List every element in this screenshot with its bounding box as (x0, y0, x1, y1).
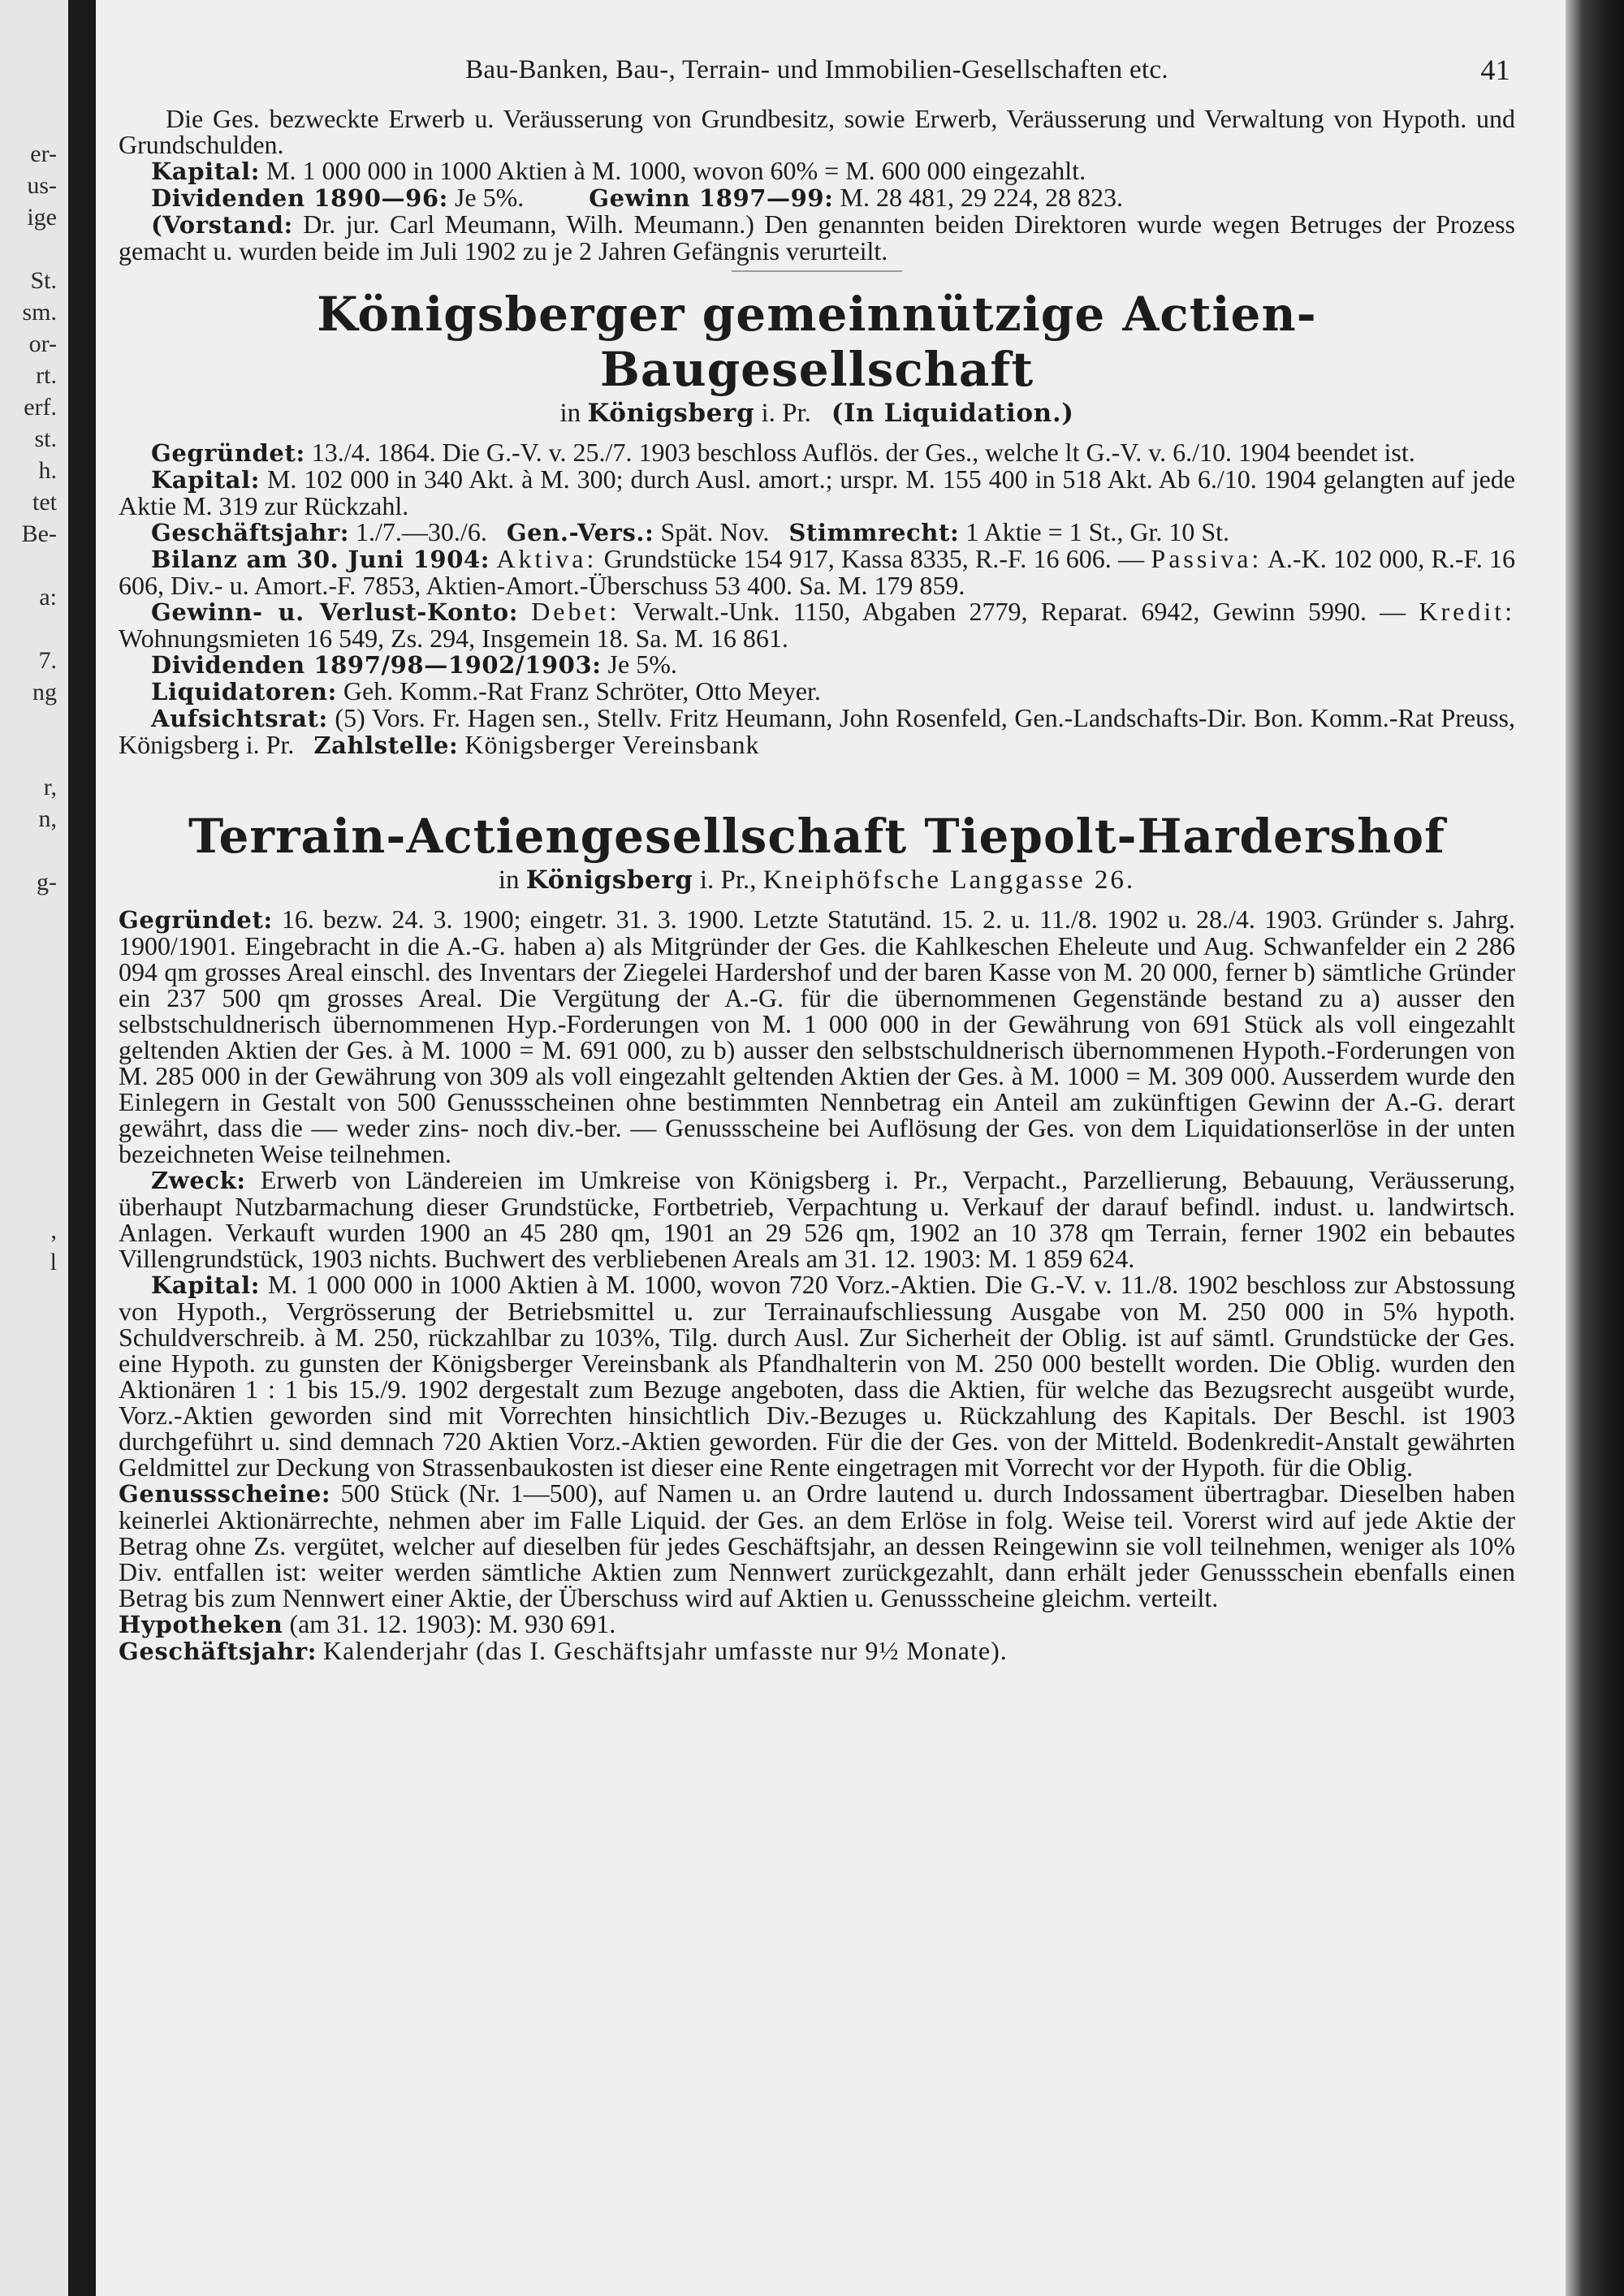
c1-gewinn-verlust: Gewinn- u. Verlust-Konto: Debet: Verwalt.-Unk. 1150, Abgaben 2779, Reparat. 6942, Gewinn 5990. — Kredit: Wohnungsmieten 16 549, Zs. 294, Insgemein 18. Sa. M. 16 861. (119, 597, 1516, 653)
book-page (96, 0, 1566, 2296)
facing-page-fragment (0, 1405, 57, 1436)
facing-page-fragment: g- (37, 869, 57, 896)
running-head (119, 54, 1515, 106)
facing-page-text-fragments (0, 138, 57, 1436)
facing-page-fragment: erf. (24, 394, 57, 421)
facing-page-fragment: er- (30, 140, 57, 167)
facing-page-fragment: 7. (38, 647, 57, 674)
facing-page-fragment: Be- (21, 520, 57, 547)
facing-page-fragment (0, 1088, 57, 1120)
c1-dividenden: Dividenden 1897/98—1902/1903: Je 5%. (151, 650, 677, 679)
facing-page-fragment: rt. (36, 362, 57, 389)
facing-page-fragment (0, 708, 57, 740)
facing-page-fragment (0, 1056, 57, 1088)
c2-hypotheken: Hypotheken (am 31. 12. 1903): M. 930 691. (119, 1609, 616, 1638)
c2-kapital: Kapital: M. 1 000 000 in 1000 Aktien à M. 1000, wovon 720 Vorz.-Aktien. Die G.-V. v. 11./8. 1902 beschloss zur Abstossung von Hypoth., Vergrösserung der Betriebsmittel u. zur Terrainaufschliessung Ausgabe von M. 250 000 in 5% hypoth. Schuldverschreib. à M. 250, rückzahlbar zu 103%, Tilg. durch Ausl. Zur Sicherheit der Oblig. ist auf sämtl. Grundstücke der Ges. eine Hypoth. zu gunsten der Königsberger Vereinsbank als Pfandhalterin von M. 250 000 bestellt worden. Die Oblig. wurden den Aktionären 1 : 1 bis 15./9. 1902 dergestalt zum Bezuge angeboten, dass die Aktien, für welche das Bezugsrecht ausgeübt wurde, Vorz.-Aktien geworden sind mit Vorrechten hinsichtlich Div.-Bezuges u. Rückzahlung des Kapitals. Der Beschl. ist 1903 durchgeführt u. sind demnach 720 Aktien Vorz.-Aktien geworden. Für die der Ges. von der Mitteld. Bodenkredit-Anstalt gewährten Geldmittel zur Deckung von Strassenbaukosten ist dieser eine Rente eingetragen mit Vorrecht vor der Hypoth. für die Oblig. (119, 1270, 1516, 1482)
intro-vorstand: (Vorstand: Dr. jur. Carl Meumann, Wilh. Meumann.) Den genannten beiden Direktoren wurde wegen Betruges der Prozess gemacht u. wurden beide im Juli 1902 zu je 2 Jahren Gefängnis verurteilt. (119, 209, 1515, 265)
book-gutter (68, 0, 96, 2296)
c2-gegruendet: Gegründet: 16. bezw. 24. 3. 1900; eingetr. 31. 3. 1900. Letzte Statutänd. 15. 2. u. 11./8. 1902 u. 28./4. 1903. Gründer s. Jahrg. 1900/1901. Eingebracht in die A.-G. haben a) als Mitgründer der Ges. die Kahlkeschen Eheleute und Aug. Schwanfelder ein 2 286 094 qm grosses Areal einschl. des Inventars der Ziegelei Hardershof und der baren Kasse von M. 20 000, ferner b) sämtliche Gründer ein 237 500 qm grosses Areal. Die Vergütung der A.-G. für die übernommenen Gegenstände bestand zu a) ausser den selbstschuldnerisch übernommenen Hyp.-Forderungen von M. 1 000 000 in der Gewährung von 691 Stück als voll eingezahlt geltenden Aktien der Ges. à M. 1000 = M. 691 000, zu b) ausser den selbstschuldnerisch übernommenen Hypoth.-Forderungen von M. 285 000 in der Gewährung von 309 als voll eingezahlt geltenden Aktien der Ges. à M. 1000 = M. 309 000. Ausserdem wurde den Einlegern in Gestalt von 500 Genussscheinen ohne bestimmten Nennbetrag ein Anteil am zukünftigen Gewinn der A.-G. derart gewährt, dass die — weder zins- noch div.-ber. — Genussscheine bei Auflösung der Ges. von dem Liquidationserlöse in der unten bezeichneten Weise teilnehmen. (119, 904, 1516, 1168)
facing-page-fragment: r, (43, 774, 57, 801)
facing-page-fragment (0, 1183, 57, 1215)
facing-page-fragment (0, 613, 57, 645)
facing-page-fragment (0, 1151, 57, 1183)
facing-page-fragment (0, 1120, 57, 1151)
page-edge-shadow (1566, 0, 1624, 2296)
facing-page-fragment: ige (27, 204, 57, 231)
facing-page-fragment (0, 835, 57, 866)
intro-paragraph: Die Ges. bezweckte Erwerb u. Veräusserung von Grundbesitz, sowie Erwerb, Veräusserung und Verwaltung von Hypoth. und Grundschulden. (119, 104, 1515, 159)
facing-page-fragment (0, 550, 57, 581)
c1-aufsichtsrat: Aufsichtsrat: (5) Vors. Fr. Hagen sen., Stellv. Fritz Heumann, John Rosenfeld, Gen.-Landschafts-Dir. Bon. Komm.-Rat Preuss, Königsberg i. Pr. Zahlstelle: Königsberger Vereinsbank (119, 703, 1516, 759)
company-title-tiepolt-hardershof: Terrain-Actiengesellschaft Tiepolt-Hardershof (188, 809, 1445, 864)
facing-page-fragment: or- (28, 330, 57, 357)
facing-page-fragment: tet (32, 489, 57, 516)
section-divider (732, 270, 902, 272)
facing-page-fragment (0, 233, 57, 265)
facing-page-fragment: , (50, 1217, 57, 1244)
liquidation-status: (In Liquidation.) (831, 399, 1074, 428)
intro-kapital: Kapital: M. 1 000 000 in 1000 Aktien à M. 1000, wovon 60% = M. 600 000 eingezahlt. (151, 156, 1086, 185)
page-content (119, 54, 1516, 1665)
facing-page-fragment (0, 1278, 57, 1310)
running-title: Bau-Banken, Bau-, Terrain- und Immobilien-Gesellschaften etc. (465, 55, 1168, 84)
c1-gegruendet: Gegründet: 13./4. 1864. Die G.-V. v. 25./7. 1903 beschloss Auflös. der Ges., welche lt G.-V. v. 6./10. 1904 beendet ist. (151, 438, 1415, 467)
facing-page-fragment (0, 993, 57, 1025)
facing-page-fragment: a: (39, 584, 57, 611)
c2-zweck: Zweck: Erwerb von Ländereien im Umkreise von Königsberg i. Pr., Verpacht., Parzellierung, Bebauung, Veräusserung, überhaupt Nutzbarmachung dieser Grundstücke, Fortbetrieb, Verpachtung u. Verkauf der darauf befindl. indust. u. landwirtsch. Anlagen. Verkauft wurden 1900 an 45 280 qm, 1901 an 29 526 qm, 1902 an 10 378 qm Terrain, ferner 1902 ein bebautes Villengrundstück, 1903 nichts. Buchwert des verbliebenen Areals am 31. 12. 1903: M. 1 859 624. (119, 1165, 1516, 1273)
facing-page-fragment: l (50, 1249, 57, 1275)
page-number: 41 (1480, 54, 1510, 86)
intro-dividenden: Dividenden 1890—96: Je 5%. Gewinn 1897—99: M. 28 481, 29 224, 28 823. (151, 183, 1123, 212)
company-location: in Königsberg i. Pr. (In Liquidation.) (559, 399, 1074, 428)
facing-page-fragment (0, 1341, 57, 1373)
facing-page-fragment: st. (34, 425, 57, 452)
facing-page-fragment: h. (38, 457, 57, 484)
c2-geschaeftsjahr: Geschäftsjahr: Kalenderjahr (das I. Geschäftsjahr umfasste nur 9½ Monate). (119, 1636, 1008, 1665)
c1-kapital: Kapital: M. 102 000 in 340 Akt. à M. 300; durch Ausl. amort.; urspr. M. 155 400 in 518 Akt. Ab 6./10. 1904 gelangten auf jede Aktie M. 319 zur Rückzahl. (119, 464, 1515, 520)
c2-genussscheine: Genussscheine: 500 Stück (Nr. 1—500), auf Namen u. an Ordre lautend u. durch Indossament übertragbar. Dieselben haben keinerlei Aktionärrechte, nehmen aber im Falle Liquid. der Ges. an dem Erlöse in folg. Weise teil. Vorerst wird auf jede Aktie der Betrag ohne Zs. vergütet, welcher auf dieselben für jedes Geschäftsjahr, an dessen Reingewinn sie voll teilnehmen, weniger als 10% Div. entfallen ist: weiter werden sämtliche Aktien zum Nennwert zurückgezahlt, dann erhält jeder Genussschein ebenfalls einen Betrag bis zum Nennwert einer Aktie, der Überschuss wird auf Aktien u. Genussscheine gleichm. verteilt. (119, 1478, 1516, 1612)
facing-page-fragment (0, 740, 57, 771)
facing-page-fragment (0, 1025, 57, 1056)
facing-page-fragment (0, 961, 57, 993)
company-location: in Königsberg i. Pr., Kneiphöfsche Langgasse 26. (498, 865, 1136, 895)
facing-page-fragment: n, (38, 805, 57, 832)
facing-page-fragment: ng (32, 679, 57, 706)
facing-page-fragment (0, 1373, 57, 1405)
facing-page-fragment: us- (27, 172, 57, 199)
company-title-koenigsberger-baugesellschaft: Königsberger gemeinnützige Actien-Baugesellschaft (317, 287, 1317, 397)
c1-liquidatoren: Liquidatoren: Geh. Komm.-Rat Franz Schröter, Otto Meyer. (151, 676, 821, 706)
facing-page-fragment (0, 1310, 57, 1341)
facing-page-fragment: St. (30, 267, 57, 294)
facing-page-fragment (0, 930, 57, 961)
facing-page-edge (0, 0, 68, 2296)
c1-geschaeftsjahr: Geschäftsjahr: 1./7.—30./6. Gen.-Vers.: Spät. Nov. Stimmrecht: 1 Aktie = 1 St., Gr. 10 St. (151, 517, 1230, 546)
c1-bilanz: Bilanz am 30. Juni 1904: Aktiva: Grundstücke 154 917, Kassa 8335, R.-F. 16 606. — Passiva: A.-K. 102 000, R.-F. 16 606, Div.- u. Amort.-F. 7853, Aktien-Amort.-Überschuss 53 400. Sa. M. 179 859. (119, 544, 1516, 600)
facing-page-fragment: sm. (22, 299, 57, 326)
facing-page-fragment (0, 898, 57, 930)
